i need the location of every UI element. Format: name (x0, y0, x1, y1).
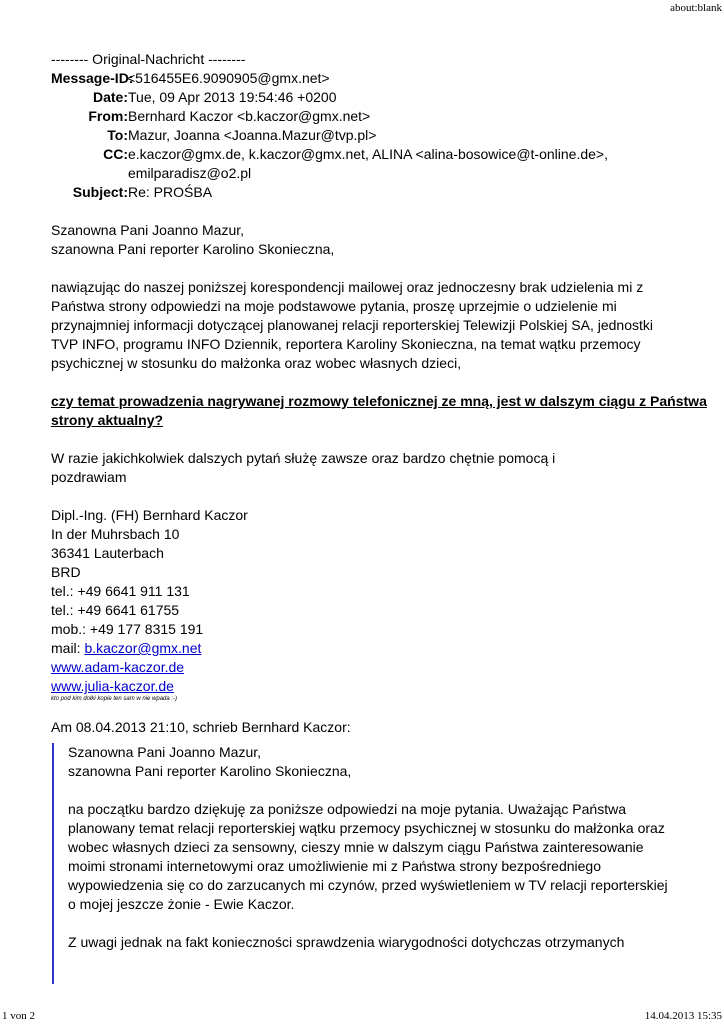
signature-mail (51, 639, 703, 658)
signature-mobile: mob.: +49 177 8315 191 (51, 621, 204, 637)
header-to (51, 126, 703, 145)
header-value: <516455E6.9090905@gmx.net> (127, 70, 330, 86)
signature-country: BRD (51, 564, 81, 580)
header-label: Subject: (72, 184, 128, 200)
header-value: Tue, 09 Apr 2013 19:54:46 +0200 (128, 89, 337, 105)
quote-intro: Am 08.04.2013 21:10, schrieb Bernhard Kaczor: (51, 719, 351, 735)
signature-mail-label: mail: (51, 640, 85, 656)
signature-website-link[interactable]: www.adam-kaczor.de (51, 659, 185, 675)
print-header-url: about:blank (670, 2, 722, 14)
signature-tel: tel.: +49 6641 61755 (51, 602, 180, 618)
signature-tel: tel.: +49 6641 911 131 (51, 583, 190, 599)
header-label: Date: (92, 89, 128, 105)
header-label: CC: (103, 146, 128, 162)
quoted-body-line: wypowiedzenia się co do zarzucanych mi czynów, przed wyświetleniem w TV relacji reporterskiej (68, 877, 668, 893)
signature-street: In der Muhrsbach 10 (51, 526, 180, 542)
header-value: Mazur, Joanna <Joanna.Mazur@tvp.pl> (128, 127, 377, 143)
signature-motto: kto pod kim dołki kopie ten sam w nie wpada :-) (51, 696, 178, 702)
question-line: strony aktualny? (51, 412, 164, 428)
quoted-message (52, 743, 703, 984)
header-label: To: (107, 127, 128, 143)
print-footer-timestamp: 14.04.2013 15:35 (644, 1010, 722, 1022)
body-line: przynajmniej informacji dotyczącej planowanej relacji reporterskiej Telewizji Polskiej SA, jednostki (51, 317, 653, 333)
header-value: Re: PROŚBA (128, 184, 213, 200)
quoted-greeting-line: Szanowna Pani Joanno Mazur, (68, 744, 262, 760)
closing-line: W razie jakichkolwiek dalszych pytań służę zawsze oraz bardzo chętnie pomocą i (51, 450, 556, 466)
quoted-body-line: wobec własnych dzieci za sensowny, cieszy mnie w dalszym ciągu Państwa zainteresowanie (68, 839, 644, 855)
print-footer-page: 1 von 2 (2, 1010, 35, 1022)
quoted-body-line: na początku bardzo dziękuję za poniższe odpowiedzi na moje pytania. Uważając Państwa (68, 801, 626, 817)
header-value: Bernhard Kaczor <b.kaczor@gmx.net> (128, 108, 371, 124)
quoted-body-line: planowany temat relacji reporterskiej wątku przemocy psychicznej w stosunku do małżonka oraz (68, 820, 665, 836)
greeting-line: Szanowna Pani Joanno Mazur, (51, 222, 245, 238)
header-cc-continuation: emilparadisz@o2.pl (128, 165, 252, 181)
body-line: TVP INFO, programu INFO Dziennik, reportera Karoliny Skonieczna, na temat wątku przemocy (51, 336, 641, 352)
email-document (51, 50, 707, 984)
header-cc (51, 145, 703, 164)
closing-line: pozdrawiam (51, 469, 127, 485)
question-line: czy temat prowadzenia nagrywanej rozmowy telefonicznej ze mną, jest w dalszym ciągu z Państwa (51, 393, 707, 409)
greeting-line: szanowna Pani reporter Karolino Skonieczna, (51, 241, 335, 257)
signature-website-link[interactable]: www.julia-kaczor.de (51, 678, 174, 694)
body-paragraph (51, 278, 703, 373)
quoted-body-line: o mojej jeszcze żonie - Ewie Kaczor. (68, 896, 295, 912)
body-line: Państwa strony odpowiedzi na moje podstawowe pytania, proszę uprzejmie o udzielenie mi (51, 298, 617, 314)
body-line: nawiązując do naszej poniższej korespondencji mailowej oraz jednoczesny brak udzielenia mi z (51, 279, 644, 295)
header-label: Message-ID: (51, 70, 134, 86)
quoted-body-line: moimi stronami internetowymi oraz umożliwienie mi z Państwa strony bezpośredniego (68, 858, 601, 874)
signature-block (51, 506, 703, 703)
signature-mail-link[interactable]: b.kaczor@gmx.net (84, 640, 202, 656)
header-date (51, 88, 703, 107)
header-label: From: (88, 108, 128, 124)
header-message-id (51, 69, 703, 88)
header-from (51, 107, 703, 126)
question-paragraph (51, 392, 707, 430)
original-message-separator: -------- Original-Nachricht -------- (51, 51, 246, 67)
quoted-body-line: Z uwagi jednak na fakt konieczności sprawdzenia wiarygodności dotychczas otrzymanych (68, 934, 625, 950)
signature-city: 36341 Lauterbach (51, 545, 164, 561)
quoted-greeting-line: szanowna Pani reporter Karolino Skonieczna, (68, 763, 352, 779)
body-line: psychicznej w stosunku do małżonka oraz wobec własnych dzieci, (51, 355, 462, 371)
header-subject (51, 183, 703, 202)
signature-name: Dipl.-Ing. (FH) Bernhard Kaczor (51, 507, 248, 523)
header-value: e.kaczor@gmx.de, k.kaczor@gmx.net, ALINA <alina-bosowice@t-online.de>, (128, 146, 608, 162)
